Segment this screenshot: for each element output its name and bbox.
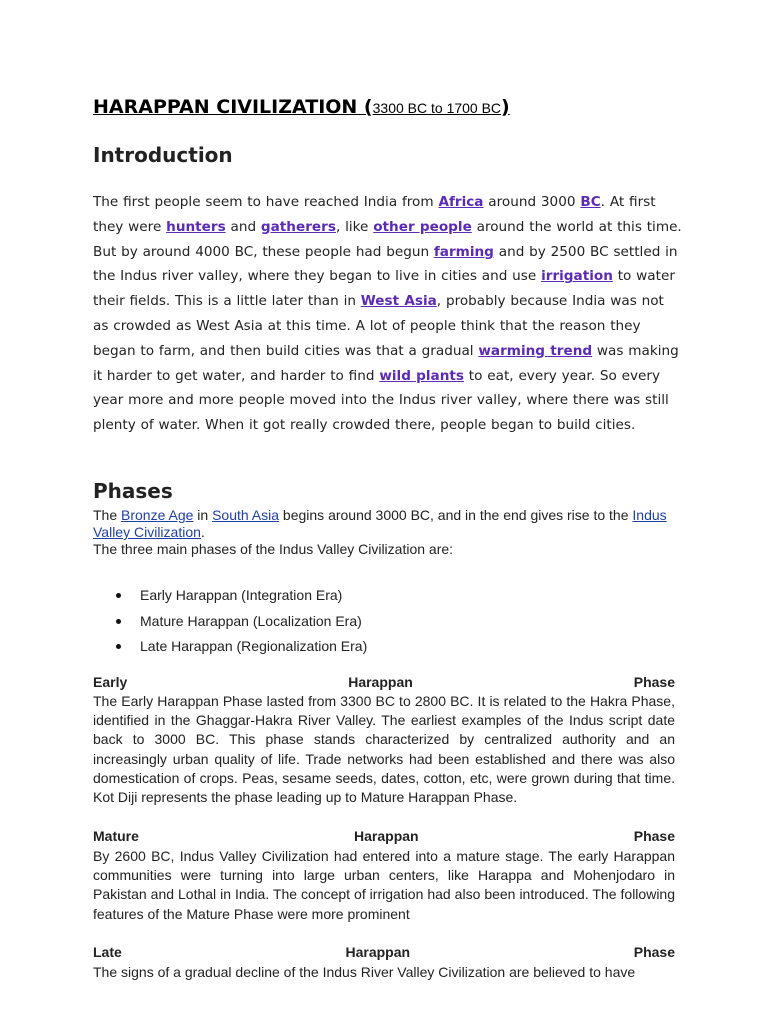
phases-intro-line: The three main phases of the Indus Valley Civilization are: xyxy=(93,541,454,557)
phases-paragraph: The Bronze Age in South Asia begins around 3000 BC, and in the end gives rise to the Indus Valley Civilization. The three main phases of the Indus Valley Civilization are: xyxy=(93,507,675,558)
introduction-paragraph: The first people seem to have reached India from Africa around 3000 BC. At first they were hunters and gatherers, like other people around the world at this time. But by around 4000 BC, these people had begun farming and by 2500 BC settled in the Indus river valley, where they began to live in cities and use irrigation to water their fields. This is a little later than in West Asia, probably because India was not as crowded as West Asia at this time. A lot of people think that the reason they began to farm, and then build cities was that a gradual warming trend was making it harder to get water, and harder to find wild plants to eat, every year. So every year more and more people moved into the Indus river valley, where there was still plenty of water. When it got really crowded there, people began to build cities. xyxy=(93,194,682,434)
document-title: HARAPPAN CIVILIZATION (3300 BC to 1700 BC) xyxy=(93,96,510,118)
link-warming-trend[interactable]: warming trend xyxy=(478,342,593,359)
mature-harappan-heading: Mature Harappan Phase xyxy=(93,828,675,844)
mature-harappan-paragraph: By 2600 BC, Indus Valley Civilization had entered into a mature stage. The early Harappan communities were turning into large urban centers, like Harappa and Mohenjodaro in Pakistan and Lothal in India. The concept of irrigation had also been introduced. The following features of the Mature Phase were more prominent xyxy=(93,848,675,922)
link-africa[interactable]: Africa xyxy=(438,194,484,210)
title-dates: 3300 BC to 1700 BC xyxy=(372,100,502,116)
list-item: Early Harappan (Integration Era) xyxy=(93,585,367,611)
late-harappan-paragraph: The signs of a gradual decline of the Indus River Valley Civilization are believed to have xyxy=(93,964,636,980)
early-harappan-heading: Early Harappan Phase xyxy=(93,674,675,690)
link-wild-plants[interactable]: wild plants xyxy=(379,367,464,384)
phases-heading: Phases xyxy=(93,479,173,503)
link-bc[interactable]: BC xyxy=(580,194,601,210)
introduction-heading: Introduction xyxy=(93,143,233,167)
early-harappan-paragraph: The Early Harappan Phase lasted from 3300 BC to 2800 BC. It is related to the Hakra Phase, identified in the Ghaggar-Hakra River Valley. The earliest examples of the Indus script date back to 3000 BC. This phase stands characterized by centralized authority and an increasingly urban quality of life. Trade networks had been established and there was also domestication of crops. Peas, sesame seeds, dates, cotton, etc, were grown during that time. Kot Diji represents the phase leading up to Mature Harappan Phase. xyxy=(93,693,675,806)
link-south-asia[interactable]: South Asia xyxy=(212,507,280,523)
link-bronze-age[interactable]: Bronze Age xyxy=(121,507,194,523)
bullet-icon xyxy=(116,644,121,649)
bullet-icon xyxy=(116,593,121,598)
link-indus-valley-civilization[interactable]: Indus Valley Civilization xyxy=(93,507,667,540)
link-irrigation[interactable]: irrigation xyxy=(541,268,613,285)
link-west-asia[interactable]: West Asia xyxy=(360,293,437,310)
link-other-people[interactable]: other people xyxy=(373,218,472,235)
link-hunters[interactable]: hunters xyxy=(166,218,226,235)
list-item: Late Harappan (Regionalization Era) xyxy=(93,636,367,662)
bullet-icon xyxy=(116,619,121,624)
link-gatherers[interactable]: gatherers xyxy=(260,218,336,235)
list-item: Mature Harappan (Localization Era) xyxy=(93,611,367,637)
link-farming[interactable]: farming xyxy=(433,243,494,260)
late-harappan-heading: Late Harappan Phase xyxy=(93,944,675,960)
phases-list xyxy=(93,585,367,662)
